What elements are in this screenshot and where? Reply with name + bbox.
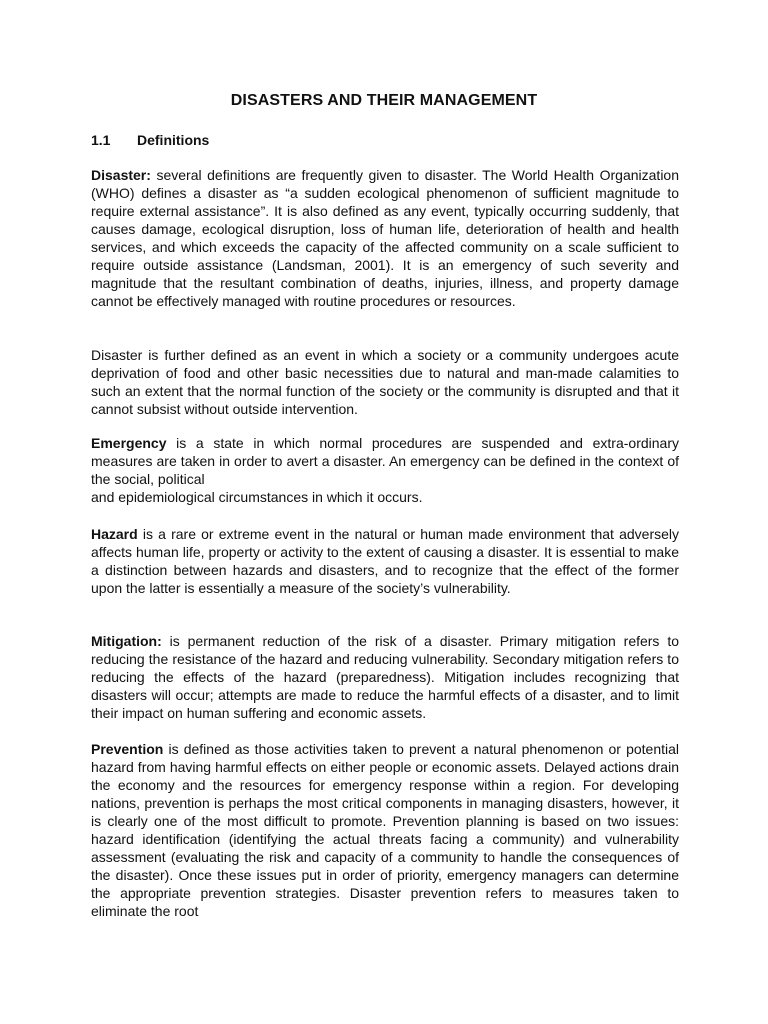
- section-title: Definitions: [137, 132, 210, 148]
- document-title: DISASTERS AND THEIR MANAGEMENT: [230, 92, 538, 109]
- term-disaster: Disaster:: [91, 167, 151, 183]
- term-emergency: Emergency: [91, 435, 167, 451]
- term-hazard: Hazard: [91, 526, 138, 542]
- paragraph-prevention: [91, 740, 679, 920]
- paragraph-text: several definitions are frequently given to disaster. The World Health Organization (WHO) defines a disaster as “a sudden ecological phenomenon of sufficient magnitude to require external assistance”. It is also defined as any event, typically occurring suddenly, that causes damage, ecological disruption, loss of human life, deterioration of health and health services, and which exceeds the capacity of the affected community on a scale sufficient to require outside assistance (Landsman, 2001). It is an emergency of such severity and magnitude that the resultant combination of deaths, injuries, illness, and property damage cannot be effectively managed with routine procedures or resources.: [91, 167, 679, 309]
- paragraph-text: is permanent reduction of the risk of a disaster. Primary mitigation refers to reducing the resistance of the hazard and reducing vulnerability. Secondary mitigation refers to reducing the effects of the hazard (preparedness). Mitigation includes recognizing that disasters will occur; attempts are made to reduce the harmful effects of a disaster, and to limit their impact on human suffering and economic assets.: [91, 633, 679, 721]
- paragraph-text-continued: and epidemiological circumstances in which it occurs.: [91, 489, 423, 505]
- paragraph-disaster: [91, 166, 679, 310]
- term-mitigation: Mitigation:: [91, 633, 162, 649]
- paragraph-mitigation: [91, 632, 679, 722]
- paragraph-hazard: [91, 525, 679, 597]
- paragraph-emergency: [91, 434, 679, 506]
- term-prevention: Prevention: [91, 741, 164, 757]
- paragraph-text: is defined as those activities taken to prevent a natural phenomenon or potential hazard from having harmful effects on either people or economic assets. Delayed actions drain the economy and the resources for emergency response within a region. For developing nations, prevention is perhaps the most critical components in managing disasters, however, it is clearly one of the most difficult to promote. Prevention planning is based on two issues: hazard identification (identifying the actual threats facing a community) and vulnerability assessment (evaluating the risk and capacity of a community to handle the consequences of the disaster). Once these issues put in order of priority, emergency managers can determine the appropriate prevention strategies. Disaster prevention refers to measures taken to eliminate the root: [91, 741, 679, 919]
- paragraph-text: Disaster is further defined as an event in which a society or a community undergoes acute deprivation of food and other basic necessities due to natural and man-made calamities to such an extent that the normal function of the society or the community is disrupted and that it cannot subsist without outside intervention.: [91, 347, 679, 417]
- section-number: 1.1: [91, 132, 111, 148]
- section-heading: [91, 131, 209, 149]
- paragraph-text: is a state in which normal procedures are suspended and extra-ordinary measures are taken in order to avert a disaster. An emergency can be defined in the context of the social, political: [91, 435, 679, 487]
- paragraph-disaster-further: [91, 346, 679, 418]
- paragraph-text: is a rare or extreme event in the natural or human made environment that adversely affects human life, property or activity to the extent of causing a disaster. It is essential to make a distinction between hazards and disasters, and to recognize that the effect of the former upon the latter is essentially a measure of the society’s vulnerability.: [91, 526, 679, 596]
